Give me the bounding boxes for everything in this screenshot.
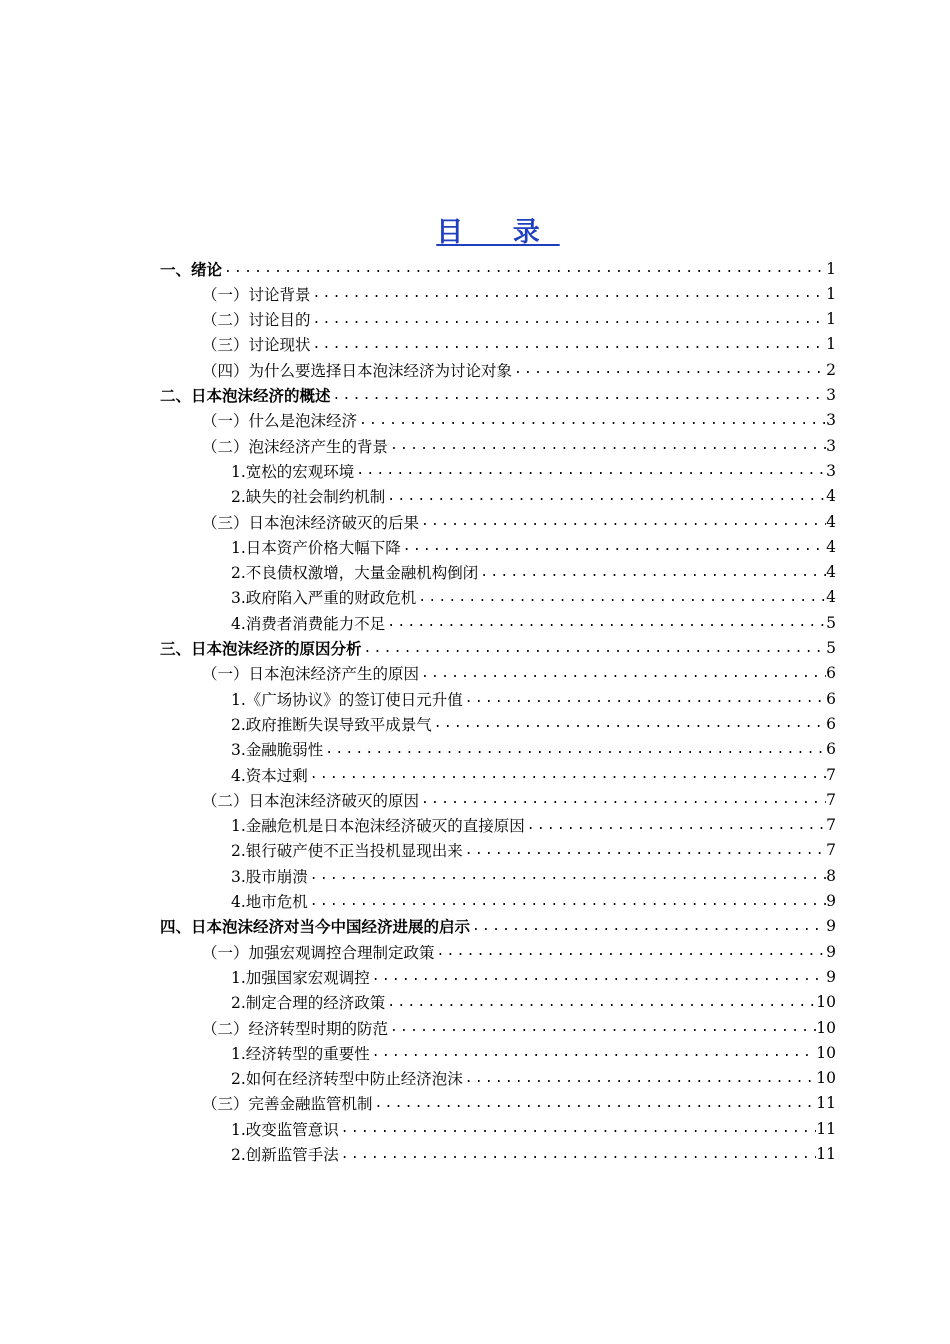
toc-dot-leader [308, 767, 826, 782]
toc-dot-leader [432, 716, 826, 731]
toc-entry-text: 1.金融危机是日本泡沫经济破灭的直接原因 [231, 817, 525, 836]
toc-page-number: 4 [826, 487, 836, 506]
toc-dot-leader [357, 413, 826, 428]
toc-dot-leader [419, 514, 826, 529]
toc-page-number: 7 [826, 816, 836, 835]
toc-entry-text: 1.加强国家宏观调控 [231, 968, 370, 987]
toc-entry-level-2[interactable] [202, 307, 836, 332]
toc-page-number: 3 [826, 436, 836, 455]
toc-entry-text: （三）日本泡沫经济破灭的后果 [202, 513, 420, 532]
toc-page-number: 11 [816, 1094, 836, 1113]
toc-page-number: 6 [826, 740, 836, 759]
toc-page-number: 10 [816, 1018, 836, 1037]
toc-dot-leader [463, 843, 826, 858]
toc-entry-level-2[interactable] [202, 1091, 836, 1116]
toc-entry-text: （一）日本泡沫经济产生的原因 [202, 665, 420, 684]
toc-page-number: 3 [826, 386, 836, 404]
toc-page-number: 9 [826, 967, 836, 986]
toc-entry-text: 三、日本泡沫经济的原因分析 [160, 640, 362, 658]
toc-entry-level-1[interactable] [160, 636, 836, 661]
toc-title: 目 录 [436, 217, 560, 248]
toc-entry-level-3[interactable] [231, 889, 836, 914]
toc-page-number: 8 [826, 866, 836, 885]
toc-entry-level-3[interactable] [231, 560, 836, 585]
toc-entry-level-3[interactable] [231, 990, 836, 1015]
toc-entry-level-3[interactable] [231, 964, 836, 989]
toc-entry-text: （一）讨论背景 [202, 285, 311, 304]
toc-entry-text: 2.创新监管手法 [231, 1146, 339, 1164]
toc-dot-leader [416, 590, 826, 605]
toc-entry-level-2[interactable] [202, 357, 836, 382]
toc-page-number: 6 [826, 689, 836, 708]
toc-entry-text: 2.政府推断失误导致平成景气 [231, 715, 432, 734]
toc-entry-level-1[interactable] [160, 914, 836, 939]
toc-entry-level-2[interactable] [202, 787, 836, 812]
toc-entry-text: 3.金融脆弱性 [231, 741, 324, 760]
toc-page-number: 9 [826, 892, 836, 910]
toc-page-number: 6 [826, 664, 836, 683]
toc-page-number: 3 [826, 411, 836, 430]
toc-dot-leader [354, 463, 826, 478]
toc-page-number: 5 [826, 613, 836, 632]
toc-entry-level-3[interactable] [231, 1040, 836, 1065]
toc-page-number: 1 [826, 310, 836, 329]
toc-dot-leader [388, 1020, 816, 1035]
toc-dot-leader [311, 286, 827, 301]
toc-entry-text: 1.日本资产价格大幅下降 [231, 538, 401, 557]
toc-dot-leader [331, 388, 827, 403]
toc-dot-leader [370, 1045, 816, 1060]
toc-dot-leader [385, 489, 826, 504]
toc-page-number: 7 [826, 790, 836, 809]
toc-entry-level-3[interactable] [231, 838, 836, 863]
toc-entry-text: 2.不良债权激增，大量金融机构倒闭 [231, 564, 479, 583]
toc-entry-text: 2.如何在经济转型中防止经济泡沫 [231, 1070, 463, 1089]
toc-entry-text: 3.政府陷入严重的财政危机 [231, 589, 417, 608]
toc-dot-leader [385, 995, 816, 1010]
toc-dot-leader [470, 919, 826, 934]
toc-dot-leader [339, 1147, 816, 1162]
toc-page-number: 1 [826, 259, 836, 278]
toc-entry-level-2[interactable] [202, 332, 836, 357]
toc-dot-leader [419, 792, 826, 807]
toc-entry-text: （一）加强宏观调控合理制定政策 [202, 943, 435, 962]
toc-entry-level-1[interactable] [160, 383, 836, 408]
toc-dot-leader [370, 969, 826, 984]
toc-dot-leader [385, 615, 826, 630]
toc-dot-leader [222, 261, 826, 276]
toc-dot-leader [512, 362, 826, 377]
toc-entry-level-2[interactable] [202, 408, 836, 433]
toc-entry-text: 1.改变监管意识 [231, 1120, 339, 1139]
toc-dot-leader [435, 944, 827, 959]
toc-entry-text: 4.资本过剩 [231, 766, 308, 785]
toc-entry-level-3[interactable] [231, 1142, 836, 1167]
toc-page-number: 7 [826, 841, 836, 860]
toc-page-number: 4 [826, 563, 836, 582]
toc-dot-leader [311, 312, 827, 327]
toc-entry-text: 一、绪论 [160, 260, 223, 279]
toc-dot-leader [478, 565, 826, 580]
toc-entry-text: 2.缺失的社会制约机制 [231, 488, 386, 507]
toc-entry-level-3[interactable] [231, 1116, 836, 1141]
toc-entry-text: 4.消费者消费能力不足 [231, 614, 386, 633]
toc-dot-leader [463, 691, 826, 706]
toc-entry-level-3[interactable] [231, 863, 836, 888]
toc-page-number: 6 [826, 714, 836, 733]
toc-entry-level-3[interactable] [231, 1066, 836, 1091]
toc-entry-level-3[interactable] [231, 484, 836, 509]
toc-entry-text: 1.宽松的宏观环境 [231, 462, 355, 481]
toc-entry-text: （二）泡沫经济产生的背景 [202, 437, 389, 456]
toc-page-number: 11 [816, 1119, 836, 1138]
toc-entry-level-2[interactable] [202, 281, 836, 306]
toc-entry-text: 2.制定合理的经济政策 [231, 994, 386, 1013]
toc-entry-text: 四、日本泡沫经济对当今中国经济进展的启示 [160, 918, 471, 937]
toc-entry-text: 二、日本泡沫经济的概述 [160, 387, 331, 405]
toc-page-number: 10 [816, 1043, 836, 1062]
toc-entry-text: （二）经济转型时期的防范 [202, 1019, 389, 1038]
toc-dot-leader [339, 1121, 816, 1136]
toc-dot-leader [308, 868, 826, 883]
toc-dot-leader [362, 641, 827, 656]
toc-entry-level-3[interactable] [231, 585, 836, 610]
toc-entry-level-2[interactable] [202, 939, 836, 964]
toc-entry-level-3[interactable] [231, 458, 836, 483]
toc-entry-level-3[interactable] [231, 534, 836, 559]
toc-dot-leader [463, 1071, 816, 1086]
toc-entry-level-3[interactable] [231, 762, 836, 787]
toc-entry-text: 1.《广场协议》的签订使日元升值 [231, 690, 463, 709]
toc-entry-text: （二）日本泡沫经济破灭的原因 [202, 791, 420, 810]
toc-entry-text: （四）为什么要选择日本泡沫经济为讨论对象 [202, 361, 513, 380]
toc-dot-leader [373, 1096, 817, 1111]
toc-page-number: 4 [826, 588, 836, 607]
toc-page-number: 11 [816, 1145, 836, 1163]
toc-entry-level-3[interactable] [231, 686, 836, 711]
toc-page-number: 9 [826, 942, 836, 961]
toc-dot-leader [311, 337, 827, 352]
toc-entry-text: （一）什么是泡沫经济 [202, 412, 358, 431]
toc-entry-text: （三）讨论现状 [202, 336, 311, 355]
toc-page-number: 10 [816, 993, 836, 1012]
toc-dot-leader [419, 666, 826, 681]
toc-entry-text: 3.股市崩溃 [231, 867, 308, 886]
toc-entry-level-2[interactable] [202, 1015, 836, 1040]
toc-entry-level-2[interactable] [202, 433, 836, 458]
toc-dot-leader [388, 438, 826, 453]
toc-page-number: 10 [816, 1069, 836, 1088]
toc-entry-text: （三）完善金融监管机制 [202, 1095, 373, 1114]
toc-entry-level-1[interactable] [160, 256, 836, 281]
toc-entry-level-3[interactable] [231, 711, 836, 736]
toc-entry-level-3[interactable] [231, 813, 836, 838]
toc-entry-level-2[interactable] [202, 661, 836, 686]
toc-page-number: 3 [826, 461, 836, 480]
toc-dot-leader [525, 818, 826, 833]
toc-dot-leader [401, 539, 826, 554]
toc-dot-leader [323, 742, 826, 757]
toc-entry-level-3[interactable] [231, 610, 836, 635]
toc-page-number: 1 [826, 335, 836, 354]
toc-entry-level-3[interactable] [231, 737, 836, 762]
toc-page-number: 4 [826, 537, 836, 556]
toc-page-number: 1 [826, 284, 836, 303]
toc-entry-text: 1.经济转型的重要性 [231, 1044, 370, 1063]
toc-entry-text: （二）讨论目的 [202, 311, 311, 330]
toc-page-number: 5 [826, 639, 836, 657]
toc-page-number: 2 [826, 360, 836, 379]
toc-page-number: 7 [826, 765, 836, 784]
toc-entry-text: 4.地市危机 [231, 893, 308, 911]
toc-entry-level-2[interactable] [202, 509, 836, 534]
toc-page-number: 4 [826, 512, 836, 531]
toc-page-number: 9 [826, 917, 836, 936]
toc-entry-text: 2.银行破产使不正当投机显现出来 [231, 842, 463, 861]
toc-dot-leader [308, 894, 826, 909]
